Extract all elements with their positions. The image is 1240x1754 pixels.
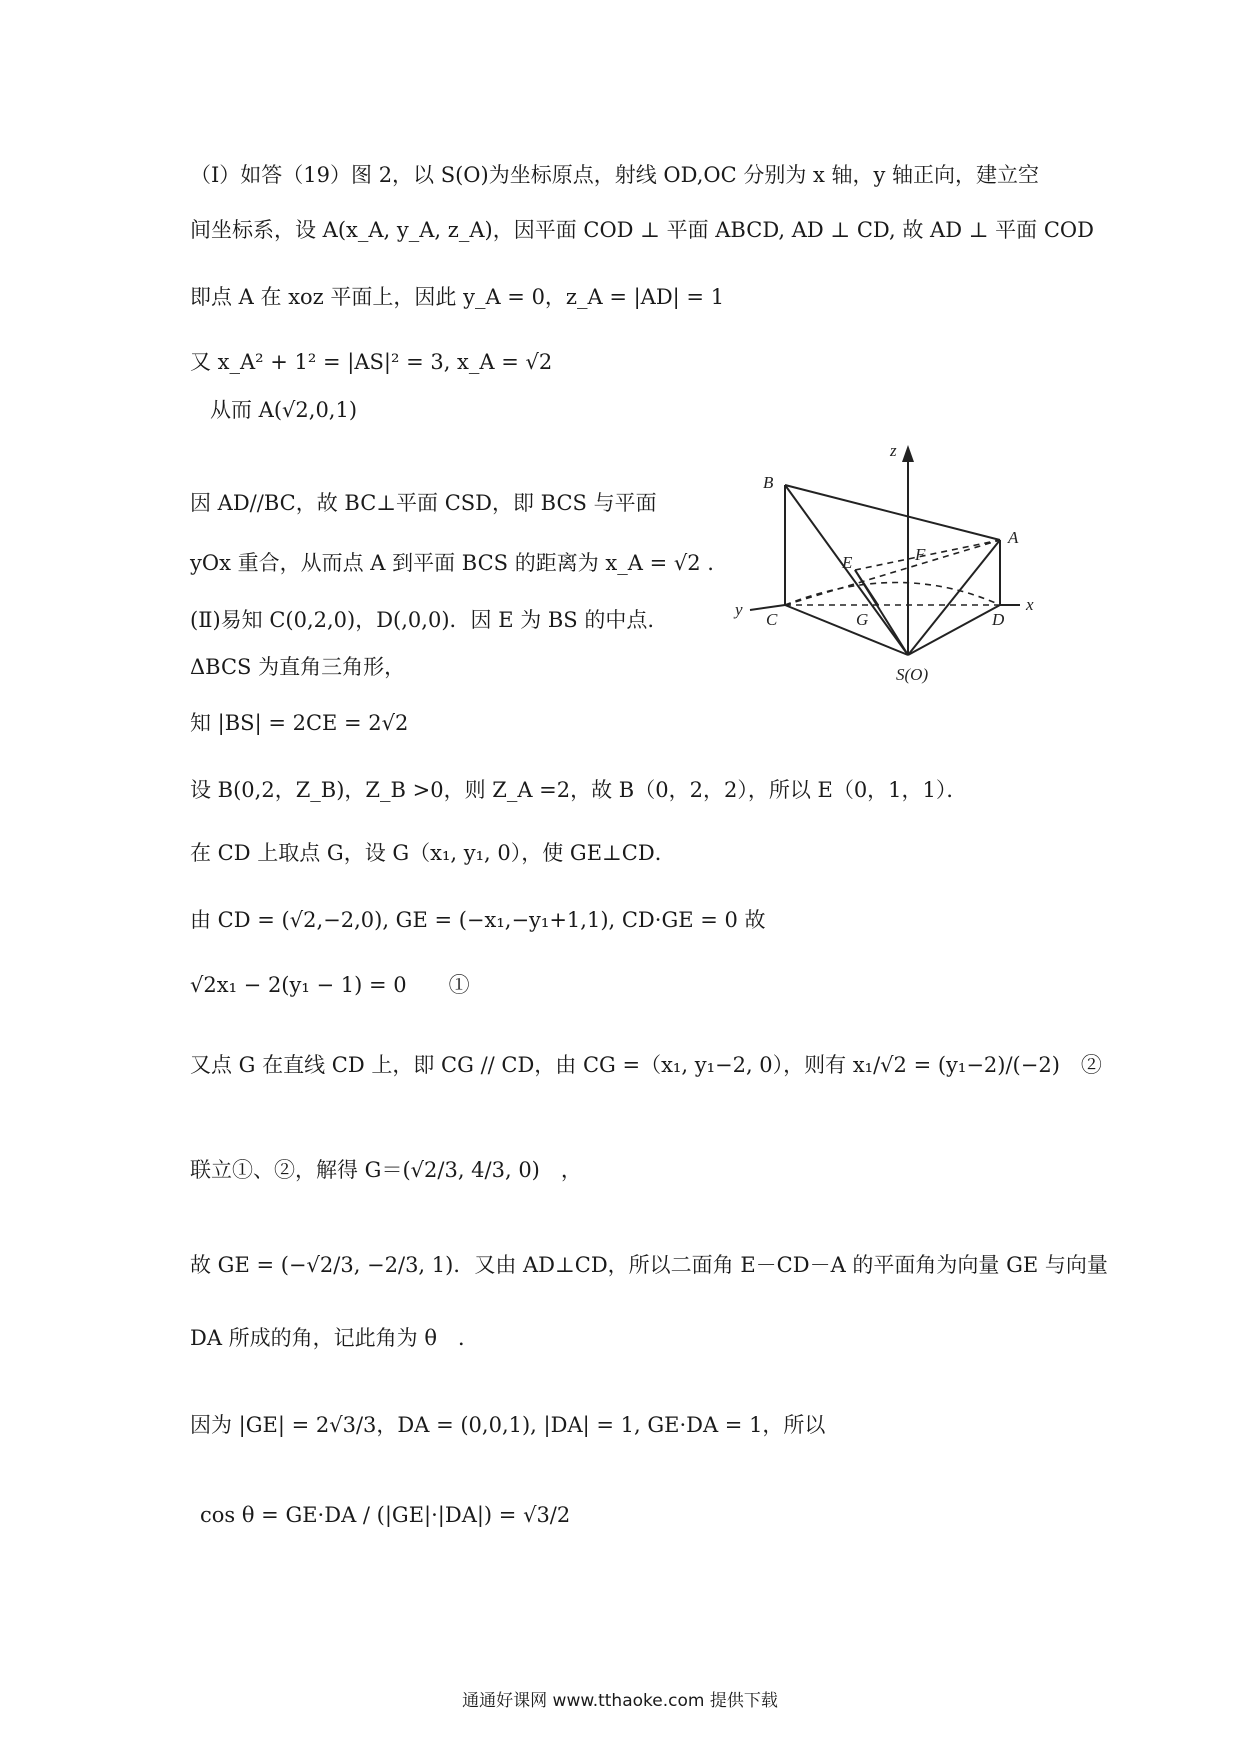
- solution-line-13: 由 CD = (√2,−2,0), GE = (−x₁,−y₁+1,1), CD·GE = 0 故: [190, 908, 766, 932]
- figure-label-A: A: [1008, 528, 1019, 547]
- solution-line-17: 故 GE = (−√2/3, −2/3, 1)．又由 AD⊥CD，所以二面角 E－CD－A 的平面角为向量 GE 与向量: [190, 1253, 1108, 1277]
- figure-label-C: C: [766, 610, 778, 629]
- figure-label-B: B: [763, 473, 774, 492]
- figure-label-y: y: [735, 600, 743, 619]
- footer-source: 通通好课网 www.tthaoke.com 提供下载: [462, 1691, 778, 1711]
- solution-line-16: 联立①、②，解得 G＝(√2/3, 4/3, 0) ，: [190, 1158, 582, 1182]
- solution-line-2: 间坐标系，设 A(x_A, y_A, z_A)，因平面 COD ⊥ 平面 ABCD, AD ⊥ CD, 故 AD ⊥ 平面 COD: [190, 218, 1094, 242]
- solution-line-15: 又点 G 在直线 CD 上，即 CG // CD，由 CG =（x₁, y₁−2, 0），则有 x₁/√2 = (y₁−2)/(−2) ②: [190, 1053, 1102, 1077]
- solution-line-10: 知 |BS| = 2CE = 2√2: [190, 711, 409, 735]
- figure-label-S: S(O): [896, 665, 929, 684]
- solution-line-12: 在 CD 上取点 G，设 G（x₁, y₁, 0），使 GE⊥CD．: [190, 841, 676, 865]
- solution-line-3: 即点 A 在 xoz 平面上，因此 y_A = 0，z_A = |AD| = 1: [190, 285, 725, 309]
- solution-line-9: ΔBCS 为直角三角形，: [190, 655, 406, 679]
- pyramid-figure: [730, 440, 1060, 690]
- solution-line-14: √2x₁ − 2(y₁ − 1) = 0 ①: [190, 973, 470, 997]
- solution-line-4: 又 x_A² + 1² = |AS|² = 3, x_A = √2: [190, 350, 553, 374]
- solution-line-6: 因 AD//BC，故 BC⊥平面 CSD，即 BCS 与平面: [190, 491, 657, 515]
- solution-line-1: （Ⅰ）如答（19）图 2，以 S(O)为坐标原点，射线 OD,OC 分别为 x 轴，y 轴正向，建立空: [190, 163, 1040, 187]
- figure-label-z: z: [890, 441, 897, 460]
- figure-label-x: x: [1026, 595, 1034, 614]
- solution-line-7: yOx 重合，从而点 A 到平面 BCS 的距离为 x_A = √2 .: [190, 551, 714, 575]
- solution-line-19: 因为 |GE| = 2√3/3，DA = (0,0,1), |DA| = 1, GE·DA = 1，所以: [190, 1413, 826, 1437]
- figure-label-F: F: [915, 545, 926, 564]
- solution-line-8: (Ⅱ)易知 C(0,2,0)，D(,0,0)．因 E 为 BS 的中点.: [190, 608, 655, 632]
- figure-label-D: D: [992, 610, 1005, 629]
- solution-line-11: 设 B(0,2，Z_B)，Z_B >0，则 Z_A =2，故 B（0，2，2），所以 E（0，1，1）．: [190, 778, 968, 802]
- solution-line-18: DA 所成的角，记此角为 θ ．: [190, 1326, 479, 1350]
- figure-label-E: E: [842, 553, 853, 572]
- solution-line-5: 从而 A(√2,0,1): [210, 398, 358, 422]
- solution-line-20: cos θ = GE·DA / (|GE|·|DA|) = √3/2: [200, 1503, 571, 1527]
- figure-label-G: G: [856, 610, 869, 629]
